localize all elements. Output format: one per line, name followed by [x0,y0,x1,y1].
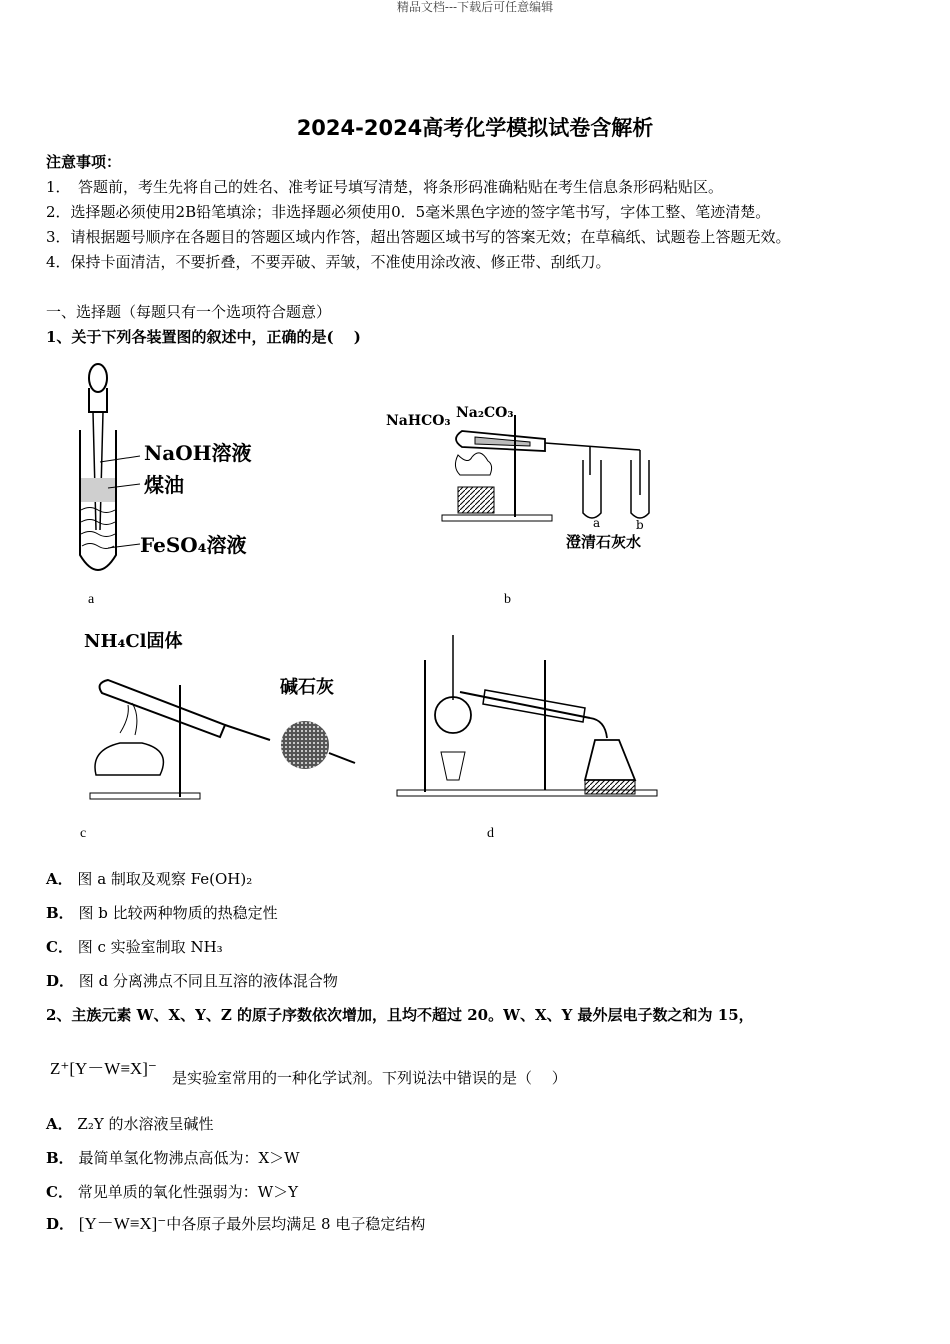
notice-item: 1． 答题前，考生先将自己的姓名、准考证号填写清楚，将条形码准确粘贴在考生信息条形码粘贴区。 [46,178,724,196]
q2-option-b[interactable]: B． 最简单氢化物沸点高低为：X＞W [46,1149,300,1167]
notice-heading: 注意事项： [46,153,122,171]
label-naoh: NaOH溶液 [144,441,252,465]
question-2-stem-continued: 是实验室常用的一种化学试剂。下列说法中错误的是（ ） [172,1069,567,1087]
label-limewater: 澄清石灰水 [566,533,642,551]
notice-item: 4．保持卡面清洁，不要折叠，不要弄破、弄皱，不准使用涂改液、修正带、刮纸刀。 [46,253,611,271]
question-2-stem: 2、主族元素 W、X、Y、Z 的原子序数依次增加，且均不超过 20。W、X、Y 最外层电子数之和为 15， [46,1006,754,1024]
document-title: 2024-2024高考化学模拟试卷含解析 [296,116,654,140]
q2-option-a[interactable]: A． Z₂Y 的水溶液呈碱性 [46,1115,214,1133]
figure-b-caption: b [504,592,511,607]
page-header: 精品文档---下载后可任意编辑 [396,0,554,14]
label-nahco3: NaHCO₃ [386,413,451,429]
q2-option-c[interactable]: C． 常见单质的氧化性强弱为：W＞Y [46,1183,299,1201]
label-tube-b: b [636,518,644,532]
label-tube-a: a [593,516,601,530]
section-heading: 一、选择题（每题只有一个选项符合题意） [46,303,332,321]
question-1-stem: 1、关于下列各装置图的叙述中，正确的是( ) [46,328,361,346]
figure-d-caption: d [487,826,494,841]
q2-option-d[interactable]: D． [Y－W≡X]⁻中各原子最外层均满足 8 电子稳定结构 [46,1214,426,1233]
figure-b-heating-apparatus [380,395,670,555]
q2-option-d-formula: [Y－W≡X]⁻ [78,1214,167,1233]
label-na2co3: Na₂CO₃ [456,405,514,421]
figure-c-caption: c [80,826,87,841]
figure-a-test-tube [60,360,290,585]
q1-option-a[interactable]: A． 图 a 制取及观察 Fe(OH)₂ [46,870,253,888]
notice-item: 2．选择题必须使用2B铅笔填涂；非选择题必须使用0．5毫米黑色字迹的签字笔书写，字体工整、笔迹清楚。 [46,203,771,221]
label-soda-lime: 碱石灰 [280,677,334,698]
q1-option-c[interactable]: C． 图 c 实验室制取 NH₃ [46,938,223,956]
figure-d-distillation-apparatus [395,630,665,802]
q1-option-b[interactable]: B． 图 b 比较两种物质的热稳定性 [46,904,278,922]
label-kerosene: 煤油 [144,473,184,497]
figure-c-ammonia-apparatus [80,625,360,805]
notice-item: 3．请根据题号顺序在各题目的答题区域内作答，超出答题区域书写的答案无效；在草稿纸、试题卷上答题无效。 [46,228,791,246]
figure-a-caption: a [88,592,95,607]
q2-formula: Z⁺[Y－W≡X]⁻ [50,1059,157,1078]
label-feso4: FeSO₄溶液 [140,533,247,557]
q1-option-d[interactable]: D． 图 d 分离沸点不同且互溶的液体混合物 [46,972,338,990]
label-nh4cl: NH₄Cl固体 [84,631,183,652]
